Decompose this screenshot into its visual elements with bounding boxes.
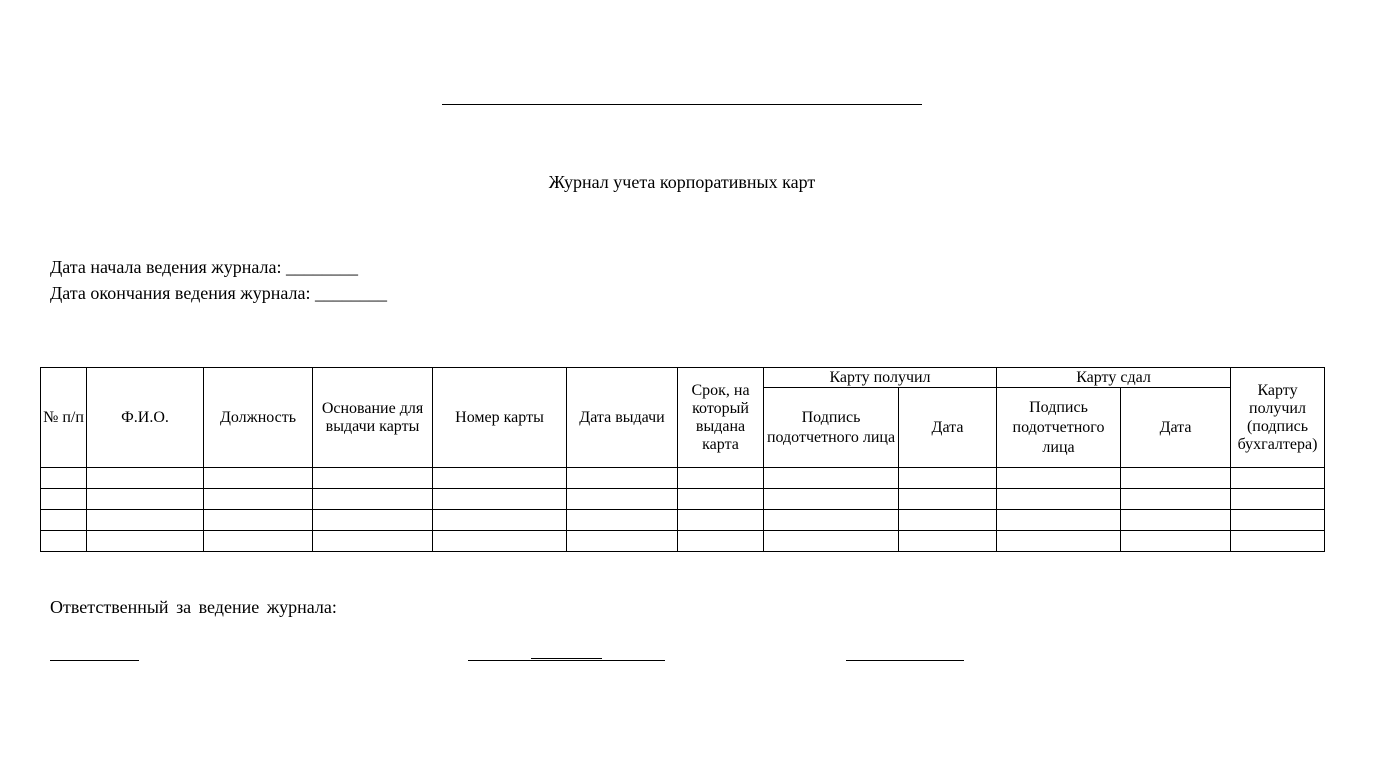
table-cell [997,468,1121,489]
table-cell [1231,489,1325,510]
header-card-number: Номер карты [433,368,567,468]
table-cell [87,510,204,531]
table-cell [41,510,87,531]
table-row [41,468,1325,489]
table-cell [764,531,899,552]
header-returned-group: Карту сдал [997,368,1231,388]
table-cell [87,489,204,510]
table-cell [567,510,678,531]
table-cell [899,531,997,552]
header-returned-date: Дата [1121,388,1231,468]
header-returned-signature: Подпись подотчетного лица [997,388,1121,468]
table-cell [1121,489,1231,510]
table-cell [899,468,997,489]
table-cell [678,489,764,510]
signature-line-position [50,660,139,661]
start-date-label: Дата начала ведения журнала: ________ [50,257,358,277]
table-cell [41,489,87,510]
table-cell [899,489,997,510]
header-name: Ф.И.О. [87,368,204,468]
table-cell [997,489,1121,510]
signature-line-inner [531,658,602,659]
table-cell [433,531,567,552]
table-row [41,510,1325,531]
signature-line-signature [468,660,665,661]
table-cell [997,531,1121,552]
header-received-group: Карту получил [764,368,997,388]
table-row [41,489,1325,510]
end-date-label: Дата окончания ведения журнала: ________ [50,283,387,303]
table-cell [433,510,567,531]
header-issue-date: Дата выдачи [567,368,678,468]
table-cell [204,489,313,510]
table-cell [204,510,313,531]
journal-table [40,367,1325,552]
table-cell [567,468,678,489]
table-cell [678,510,764,531]
page-title: Журнал учета корпоративных карт [548,172,816,192]
table-cell [204,531,313,552]
table-cell [567,489,678,510]
table-cell [87,468,204,489]
header-term: Срок, на который выдана карта [678,368,764,468]
header-num: № п/п [41,368,87,468]
table-cell [1121,531,1231,552]
table-cell [41,531,87,552]
header-accountant: Карту получил (подпись бухгалтера) [1231,368,1325,468]
table-cell [313,510,433,531]
table-cell [997,510,1121,531]
table-cell [87,531,204,552]
table-cell [678,468,764,489]
table-cell [764,510,899,531]
table-cell [899,510,997,531]
table-cell [1121,468,1231,489]
table-cell [1121,510,1231,531]
table-cell [567,531,678,552]
table-cell [678,531,764,552]
table-cell [41,468,87,489]
header-position: Должность [204,368,313,468]
table-cell [313,531,433,552]
table-cell [1231,531,1325,552]
table-cell [1231,468,1325,489]
table-row [41,531,1325,552]
responsible-label: Ответственный за ведение журнала: [50,597,337,617]
table-cell [313,489,433,510]
table-cell [204,468,313,489]
journal-body [41,468,1325,552]
organization-line [442,104,922,105]
table-cell [764,468,899,489]
header-received-signature: Подпись подотчетного лица [764,388,899,468]
table-cell [433,468,567,489]
table-cell [433,489,567,510]
header-basis: Основание для выдачи карты [313,368,433,468]
table-cell [764,489,899,510]
header-received-date: Дата [899,388,997,468]
table-cell [313,468,433,489]
table-cell [1231,510,1325,531]
signature-line-name [846,660,964,661]
